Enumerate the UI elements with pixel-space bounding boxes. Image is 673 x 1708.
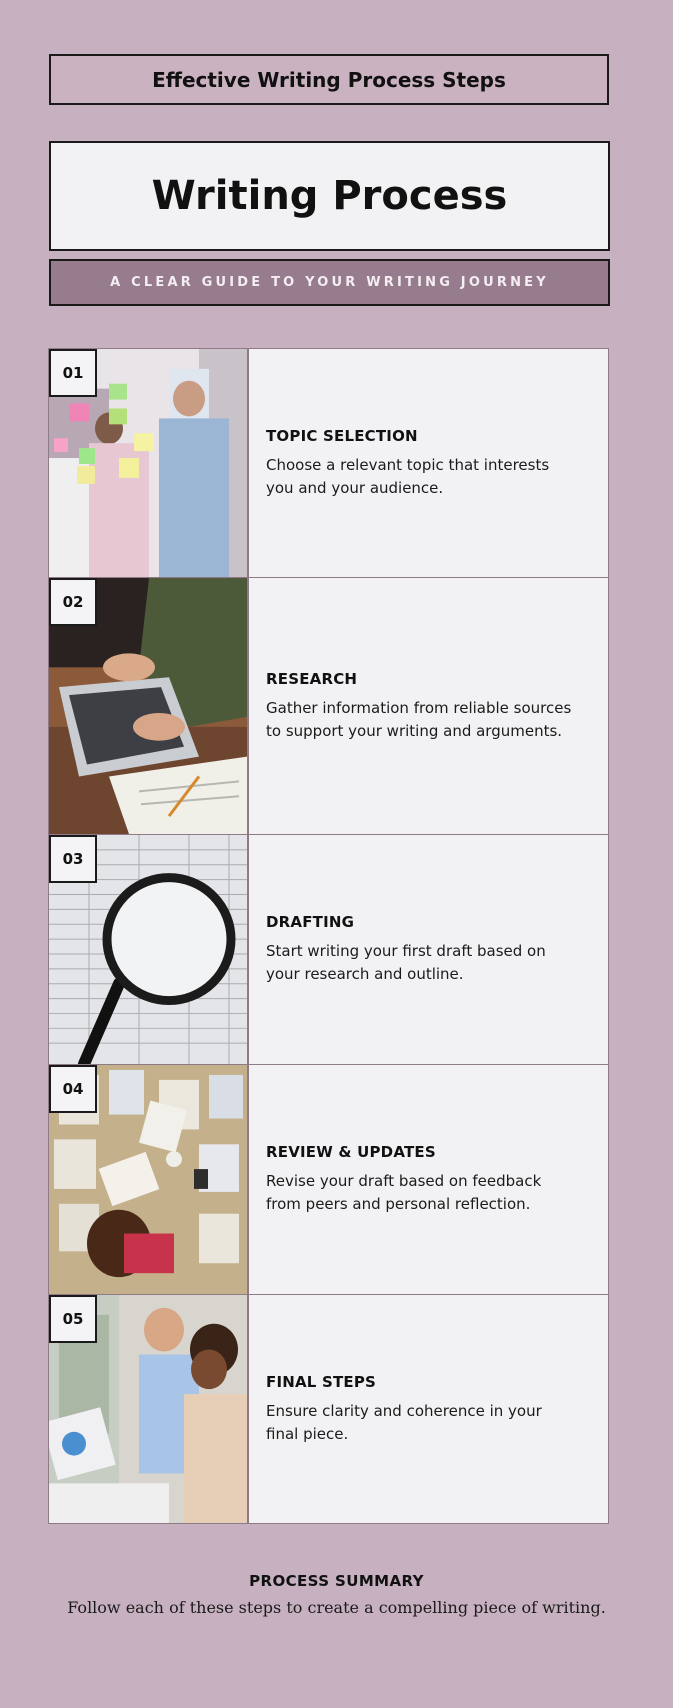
- step-card: [48, 348, 609, 578]
- laptop-typing-photo: [49, 578, 249, 834]
- step-title: TOPIC SELECTION: [266, 426, 418, 445]
- step-card: [48, 577, 609, 835]
- step-description: Ensure clarity and coherence in your final piece.: [266, 1401, 542, 1443]
- page-subtitle: A CLEAR GUIDE TO YOUR WRITING JOURNEY: [110, 275, 549, 290]
- step-description: Choose a relevant topic that interests you and your audience.: [266, 455, 550, 497]
- steps-list: [48, 349, 609, 1524]
- step-content: [249, 578, 608, 834]
- step-card: [48, 1294, 609, 1524]
- magnifying-glass-photo: [49, 835, 249, 1064]
- step-content: [249, 835, 608, 1064]
- page-title: Writing Process: [151, 173, 508, 219]
- step-content: [249, 1065, 608, 1294]
- step-number: 03: [49, 835, 97, 883]
- summary-text: Follow each of these steps to create a compelling piece of writing.: [67, 1598, 606, 1617]
- page-title-box: [49, 141, 610, 251]
- banner-title: Effective Writing Process Steps: [152, 67, 506, 92]
- step-description: Revise your draft based on feedback from peers and personal reflection.: [266, 1172, 542, 1213]
- papers-on-floor-photo: [49, 1065, 249, 1294]
- step-number: 02: [49, 578, 97, 626]
- colleagues-reviewing-photo: [49, 1295, 249, 1523]
- step-number: 01: [49, 349, 97, 397]
- top-banner: [49, 54, 609, 105]
- subtitle-box: [49, 259, 610, 306]
- step-number: 05: [49, 1295, 97, 1343]
- step-content: [249, 1295, 608, 1523]
- step-title: DRAFTING: [266, 913, 355, 931]
- step-title: REVIEW & UPDATES: [266, 1143, 436, 1161]
- step-description: Gather information from reliable sources to support your writing and arguments.: [266, 698, 572, 740]
- step-title: FINAL STEPS: [266, 1372, 377, 1391]
- step-content: [249, 349, 608, 577]
- step-card: [48, 834, 609, 1065]
- step-title: RESEARCH: [266, 669, 358, 688]
- step-description: Start writing your first draft based on your research and outline.: [266, 942, 546, 983]
- summary-title: PROCESS SUMMARY: [249, 1572, 424, 1590]
- step-number: 04: [49, 1065, 97, 1113]
- process-summary: [0, 1572, 673, 1617]
- step-card: [48, 1064, 609, 1295]
- team-sticky-notes-photo: [49, 349, 249, 577]
